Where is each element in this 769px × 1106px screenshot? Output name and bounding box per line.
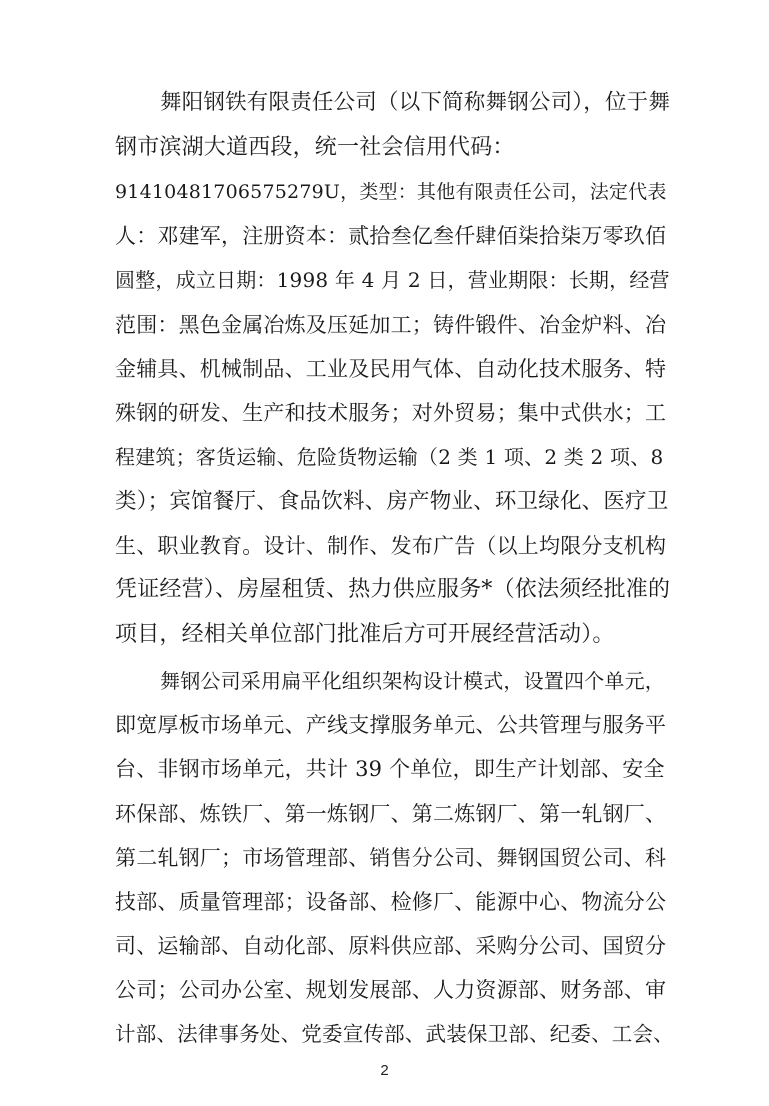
paragraph-1-line-8: 殊钢的研发、生产和技术服务；对外贸易；集中式供水；工 bbox=[115, 401, 667, 425]
paragraph-2-line-7: 司、运输部、自动化部、原料供应部、采购分公司、国贸分 bbox=[115, 934, 667, 958]
paragraph-1-line-7: 金辅具、机械制品、工业及民用气体、自动化技术服务、特 bbox=[115, 357, 667, 381]
page-number: 2 bbox=[380, 1062, 389, 1079]
paragraph-2-line-1: 舞钢公司采用扁平化组织架构设计模式，设置四个单元， bbox=[160, 669, 665, 693]
paragraph-1-line-11: 生、职业教育。设计、制作、发布广告（以上均限分支机构 bbox=[115, 534, 667, 558]
paragraph-1-line-1: 舞阳钢铁有限责任公司（以下简称舞钢公司），位于舞 bbox=[160, 90, 671, 115]
paragraph-1-line-12: 凭证经营）、房屋租赁、热力供应服务*（依法须经批准的 bbox=[115, 577, 671, 602]
paragraph-1-line-6: 范围：黑色金属冶炼及压延加工；铸件锻件、冶金炉料、冶 bbox=[115, 313, 667, 337]
paragraph-1-line-9: 程建筑；客货运输、危险货物运输（2 类 1 项、2 类 2 项、8 bbox=[115, 445, 664, 469]
paragraph-1-line-13: 项目，经相关单位部门批准后方可开展经营活动）。 bbox=[115, 622, 615, 647]
paragraph-2-line-6: 技部、质量管理部；设备部、检修厂、能源中心、物流分公 bbox=[115, 890, 667, 914]
paragraph-2-line-8: 公司；公司办公室、规划发展部、人力资源部、财务部、审 bbox=[115, 978, 667, 1002]
paragraph-1-line-4: 人：邓建军，注册资本：贰拾叁亿叁仟肆佰柒拾柒万零玖佰 bbox=[115, 224, 667, 248]
paragraph-2-line-2: 即宽厚板市场单元、产线支撑服务单元、公共管理与服务平 bbox=[115, 713, 667, 737]
paragraph-1-line-10: 类）；宾馆餐厅、食品饮料、房产物业、环卫绿化、医疗卫 bbox=[115, 489, 669, 514]
paragraph-2-line-5: 第二轧钢厂；市场管理部、销售分公司、舞钢国贸公司、科 bbox=[115, 846, 667, 870]
paragraph-2-line-3: 台、非钢市场单元，共计 39 个单位，即生产计划部、安全 bbox=[115, 757, 665, 781]
paragraph-1-line-3: 91410481706575279U，类型：其他有限责任公司，法定代表 bbox=[115, 181, 667, 203]
paragraph-1-line-5: 圆整，成立日期：1998 年 4 月 2 日，营业期限：长期，经营 bbox=[115, 268, 670, 292]
paragraph-2-line-4: 环保部、炼铁厂、第一炼钢厂、第二炼钢厂、第一轧钢厂、 bbox=[115, 802, 667, 826]
paragraph-1-line-2: 钢市滨湖大道西段，统一社会信用代码： bbox=[115, 135, 515, 160]
paragraph-2-line-9: 计部、法律事务处、党委宣传部、武装保卫部、纪委、工会、 bbox=[115, 1022, 674, 1046]
